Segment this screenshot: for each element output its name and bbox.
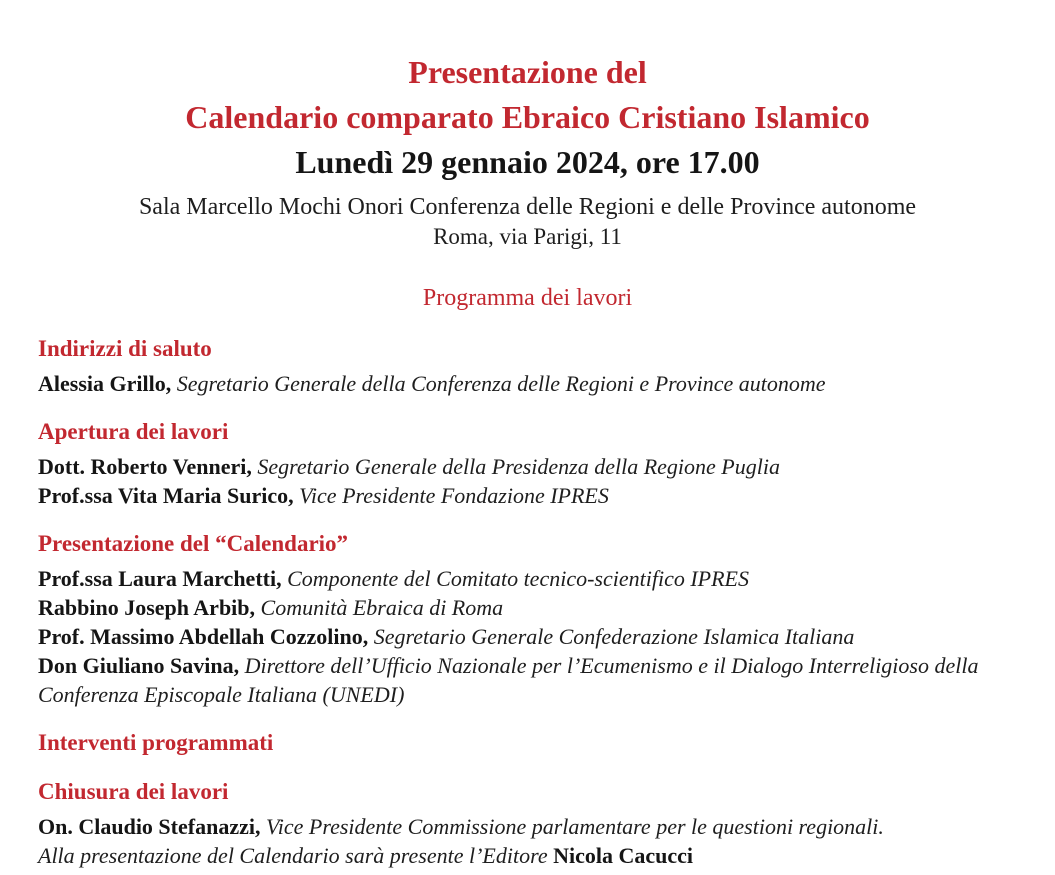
speaker-name: Rabbino Joseph Arbib, <box>38 595 261 620</box>
program-entry <box>38 812 1017 841</box>
speaker-name: Alessia Grillo, <box>38 371 177 396</box>
speaker-role: Segretario Generale della Presidenza della Regione Puglia <box>257 454 780 479</box>
event-title-line1: Presentazione del <box>408 54 647 90</box>
speaker-role: Segretario Generale Confederazione Islamica Italiana <box>373 624 855 649</box>
speaker-name: Dott. Roberto Venneri, <box>38 454 258 479</box>
event-address: Roma, via Parigi, 11 <box>433 224 622 249</box>
event-title <box>0 50 1055 140</box>
section-chiusura-dei-lavori <box>38 777 1017 870</box>
program-heading: Programma dei lavori <box>422 285 633 311</box>
section-title: Apertura dei lavori <box>38 419 229 444</box>
speaker-name: Prof.ssa Laura Marchetti, <box>38 566 288 591</box>
program-entry <box>38 593 1017 622</box>
section-title: Presentazione del “Calendario” <box>38 531 349 556</box>
section-title: Indirizzi di saluto <box>38 336 212 361</box>
section-entries <box>38 369 1017 398</box>
speaker-role: Componente del Comitato tecnico-scientifico IPRES <box>287 566 749 591</box>
event-title-line2: Calendario comparato Ebraico Cristiano Islamico <box>185 99 870 135</box>
speaker-role: Vice Presidente Commissione parlamentare per le questioni regionali. <box>265 814 884 839</box>
program-entry <box>38 564 1017 593</box>
section-interventi-programmati <box>38 728 1017 758</box>
section-apertura-dei-lavori <box>38 417 1017 510</box>
editor-name: Nicola Cacucci <box>553 843 694 868</box>
program-body <box>0 313 1055 870</box>
program-entry <box>38 452 1017 481</box>
closing-note: Alla presentazione del Calendario sarà presente l’Editore <box>38 843 554 868</box>
program-entry <box>38 841 1017 870</box>
program-entry <box>38 369 1017 398</box>
speaker-role: Direttore dell’Ufficio Nazionale per l’Ecumenismo e il Dialogo Interreligioso della Conferenza Episcopale Italiana (UNEDI) <box>38 653 979 707</box>
speaker-name: On. Claudio Stefanazzi, <box>38 814 266 839</box>
section-presentazione-del-calendario <box>38 529 1017 709</box>
program-entry <box>38 481 1017 510</box>
header <box>0 0 1055 313</box>
section-entries <box>38 452 1017 510</box>
program-entry <box>38 622 1017 651</box>
speaker-name: Prof.ssa Vita Maria Surico, <box>38 483 300 508</box>
speaker-name: Prof. Massimo Abdellah Cozzolino, <box>38 624 374 649</box>
section-entries <box>38 812 1017 870</box>
speaker-role: Vice Presidente Fondazione IPRES <box>299 483 609 508</box>
speaker-role: Segretario Generale della Conferenza delle Regioni e Province autonome <box>176 371 826 396</box>
section-title: Interventi programmati <box>38 730 274 755</box>
event-venue: Sala Marcello Mochi Onori Conferenza delle Regioni e delle Province autonome <box>138 194 917 220</box>
event-datetime: Lunedì 29 gennaio 2024, ore 17.00 <box>295 144 760 180</box>
section-indirizzi-di-saluto <box>38 334 1017 398</box>
section-title: Chiusura dei lavori <box>38 779 229 804</box>
speaker-name: Don Giuliano Savina, <box>38 653 245 678</box>
section-entries <box>38 564 1017 709</box>
speaker-role: Comunità Ebraica di Roma <box>260 595 504 620</box>
program-entry <box>38 651 1017 709</box>
